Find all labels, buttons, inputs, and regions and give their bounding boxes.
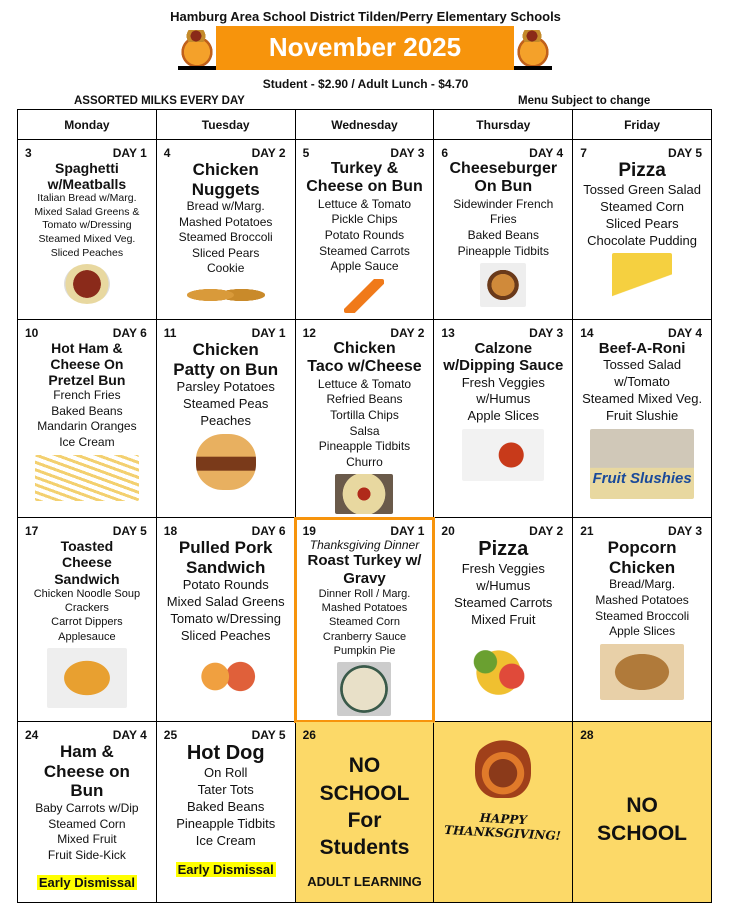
- day-cell: [295, 320, 434, 518]
- day-number: DAY 5: [251, 728, 286, 743]
- menu-title: Chicken: [192, 340, 259, 359]
- chicken-nuggets-image: [187, 281, 265, 309]
- cell-header: [301, 524, 429, 538]
- menu-item: Apple Sauce: [330, 259, 399, 274]
- milk-note: ASSORTED MILKS EVERY DAY: [74, 95, 245, 107]
- menu-title: On Bun: [474, 178, 533, 196]
- menu-item: Lettuce & Tomato: [317, 376, 412, 391]
- adult-learning-label: ADULT LEARNING: [307, 873, 422, 889]
- day-number: DAY 5: [112, 524, 147, 539]
- menu-item: w/Tomato: [614, 374, 670, 390]
- menu-item: On Roll: [204, 765, 248, 781]
- cell-header: [23, 524, 151, 538]
- menu-title: Spaghetti: [55, 160, 119, 176]
- menu-item: Steamed Broccoli: [595, 608, 690, 623]
- date-number: 11: [163, 326, 177, 340]
- carrot-image: [344, 279, 384, 313]
- week-row: [18, 320, 712, 518]
- menu-item: Peaches: [200, 412, 251, 428]
- menu-item: Baked Beans: [51, 403, 123, 418]
- no-school-line: NO: [626, 794, 658, 818]
- cell-header: [301, 728, 429, 742]
- weekday-header: Thursday: [434, 110, 573, 140]
- cell-header: [439, 524, 567, 538]
- menu-title: Cheeseburger: [449, 160, 558, 177]
- menu-title: Taco w/Cheese: [307, 358, 422, 376]
- menu-title: Turkey &: [330, 160, 399, 177]
- menu-item: Mashed Potatoes: [321, 602, 408, 615]
- day-cell: [573, 722, 712, 903]
- date-number: 7: [580, 146, 587, 160]
- menu-title: Beef-A-Roni: [598, 340, 686, 357]
- menu-title: Cheese: [61, 554, 112, 571]
- day-cell: [434, 518, 573, 722]
- day-number: DAY 1: [251, 326, 286, 340]
- menu-item: Tossed Salad: [603, 357, 682, 373]
- cell-header: [301, 146, 429, 160]
- early-dismissal-badge: Early Dismissal: [177, 861, 274, 877]
- grilled-cheese-image: [47, 648, 127, 708]
- day-number: DAY 3: [529, 326, 564, 340]
- weekday-header: Wednesday: [295, 110, 434, 140]
- menu-item: Mixed Fruit: [471, 612, 536, 628]
- day-number: DAY 3: [667, 524, 702, 539]
- spaghetti-image: [64, 264, 110, 304]
- day-cell: [18, 722, 157, 903]
- no-school-line: SCHOOL: [597, 821, 688, 845]
- menu-item: Churro: [346, 454, 383, 469]
- day-cell: [295, 518, 434, 722]
- day-number: DAY 5: [667, 146, 702, 160]
- date-number: 12: [302, 326, 316, 340]
- menu-item: Cookie: [207, 261, 245, 276]
- menu-item: Tater Tots: [197, 782, 254, 798]
- date-number: 3: [25, 146, 32, 160]
- menu-item: Baby Carrots w/Dip: [35, 800, 139, 815]
- menu-title: Sandwich: [186, 557, 266, 577]
- date-number: 21: [580, 524, 594, 539]
- menu-item: French Fries: [53, 388, 121, 403]
- menu-title: Sandwich: [54, 570, 120, 587]
- early-dismissal-badge: Early Dismissal: [38, 875, 135, 891]
- no-school-line: NO: [348, 754, 381, 778]
- date-number: 25: [163, 728, 178, 743]
- week-row: [18, 518, 712, 722]
- no-school-line: For: [347, 808, 382, 832]
- menu-item: Tomato w/Dressing: [42, 219, 132, 232]
- month-banner: [178, 26, 552, 70]
- menu-item: Pineapple Tidbits: [176, 816, 276, 832]
- day-number: DAY 1: [390, 524, 425, 539]
- menu-item: Lettuce & Tomato: [317, 196, 412, 211]
- menu-title: Popcorn: [607, 538, 677, 558]
- menu-item: Sidewinder French Fries: [453, 196, 554, 227]
- menu-item: Mandarin Oranges: [37, 419, 137, 434]
- date-number: 18: [163, 524, 178, 539]
- menu-title: Chicken: [609, 557, 676, 577]
- menu-item: Mixed Salad Greens &: [34, 205, 140, 218]
- date-number: 17: [25, 524, 39, 539]
- day-number: DAY 6: [251, 524, 286, 539]
- day-number: DAY 3: [390, 146, 425, 160]
- menu-item: Pineapple Tidbits: [318, 439, 411, 454]
- turkey-dinner-image: [337, 662, 391, 716]
- menu-item: Steamed Carrots: [319, 243, 410, 258]
- date-number: 6: [441, 146, 449, 160]
- menu-title: Toasted: [60, 538, 114, 555]
- fruit-slushies-image: [590, 429, 694, 499]
- cell-header: [23, 146, 151, 160]
- menu-item: Steamed Mixed Veg.: [38, 233, 136, 246]
- menu-item: Parsley Potatoes: [176, 379, 275, 395]
- date-number: 28: [580, 728, 594, 743]
- menu-item: w/Humus: [476, 578, 531, 594]
- menu-item: Italian Bread w/Marg.: [37, 192, 137, 205]
- no-school-notice: [578, 792, 706, 847]
- menu-item: Ice Cream: [59, 435, 115, 450]
- menu-item: Dinner Roll / Marg.: [318, 587, 411, 600]
- menu-title: Cheese On: [50, 356, 124, 373]
- apple-image: [462, 429, 544, 481]
- cell-header: [439, 146, 567, 160]
- menu-item: Pineapple Tidbits: [457, 243, 549, 258]
- day-number: DAY 2: [529, 524, 564, 539]
- thanksgiving-turkey-icon: [475, 736, 531, 798]
- menu-title: Cheese on Bun: [306, 178, 423, 196]
- no-school-line: Students: [319, 836, 410, 860]
- menu-item: Mashed Potatoes: [595, 593, 689, 608]
- menu-title: Patty on Bun: [173, 359, 279, 379]
- day-number: DAY 2: [251, 146, 286, 160]
- week-row: [18, 722, 712, 903]
- day-cell: [18, 320, 157, 518]
- menu-item: Refried Beans: [326, 392, 403, 407]
- week-row: [18, 140, 712, 320]
- menu-title: Nuggets: [191, 179, 260, 199]
- cell-header: [162, 524, 290, 538]
- cell-header: [162, 326, 290, 340]
- pumpkin-icon: [178, 26, 216, 66]
- day-number: DAY 4: [529, 146, 564, 160]
- day-number: DAY 6: [112, 326, 147, 340]
- cell-header: [162, 728, 290, 742]
- menu-item: Fruit Side-Kick: [47, 847, 126, 862]
- menu-title: w/Meatballs: [47, 176, 127, 193]
- menu-item: Fruit Slushie: [605, 407, 679, 423]
- day-number: DAY 1: [112, 146, 147, 160]
- menu-title: Pizza: [618, 160, 666, 181]
- menu-item: Carrot Dippers: [51, 616, 123, 629]
- popcorn-chicken-image: [600, 644, 684, 700]
- menu-title: Roast Turkey w/: [307, 552, 422, 570]
- day-number: DAY 4: [667, 326, 702, 340]
- menu-item: Baked Beans: [187, 799, 265, 815]
- menu-item: Chocolate Pudding: [587, 232, 698, 248]
- menu-item: Sliced Peaches: [50, 246, 124, 259]
- date-number: 10: [25, 326, 39, 340]
- no-school-line: SCHOOL: [319, 781, 410, 805]
- day-cell: [295, 140, 434, 320]
- subject-note: Menu Subject to change: [518, 95, 651, 107]
- date-number: 26: [302, 728, 316, 743]
- day-cell: [18, 518, 157, 722]
- weekday-header: Tuesday: [156, 110, 295, 140]
- cell-header: [23, 728, 151, 742]
- menu-item: Steamed Peas: [183, 395, 269, 411]
- pumpkin-icon: [514, 26, 552, 66]
- menu-item: Crackers: [64, 601, 109, 614]
- menu-item: Potato Rounds: [182, 577, 269, 593]
- menu-item: Baked Beans: [467, 227, 539, 242]
- date-number: 20: [441, 524, 455, 539]
- lunch-prices: Student - $2.90 / Adult Lunch - $4.70: [262, 77, 469, 91]
- weekday-header: Monday: [18, 110, 157, 140]
- day-number: DAY 4: [112, 728, 147, 743]
- cheeseburger-image: [480, 263, 526, 307]
- menu-item: Mixed Salad Greens: [166, 594, 285, 610]
- menu-item: Steamed Corn: [48, 816, 126, 831]
- happy-thanksgiving-text: HAPPY THANKSGIVING!: [444, 811, 562, 844]
- menu-item: Sliced Pears: [192, 245, 260, 260]
- date-number: 14: [580, 326, 594, 340]
- cell-header: [162, 146, 290, 160]
- peaches-image: [190, 649, 262, 699]
- menu-item: Sliced Pears: [605, 215, 679, 231]
- image-caption: Fruit Slushies: [592, 469, 692, 487]
- menu-item: Steamed Corn: [329, 616, 400, 629]
- day-cell: [156, 722, 295, 903]
- menu-item: Pickle Chips: [331, 212, 398, 227]
- day-cell: [573, 518, 712, 722]
- day-cell: [156, 518, 295, 722]
- pizza-slice-image: [612, 253, 672, 309]
- day-cell: [434, 140, 573, 320]
- day-number: DAY 2: [390, 326, 425, 340]
- menu-item: Cranberry Sauce: [322, 630, 407, 643]
- menu-item: Bread w/Marg.: [186, 199, 265, 214]
- no-school-notice: [301, 752, 429, 861]
- menu-item: Steamed Mixed Veg.: [582, 391, 703, 407]
- menu-item: Pumpkin Pie: [333, 645, 396, 658]
- menu-title: Pulled Pork: [178, 538, 273, 558]
- chips-salsa-image: [335, 474, 393, 514]
- menu-item: Apple Slices: [609, 624, 676, 639]
- menu-title: Cheese on: [43, 761, 130, 781]
- menu-title: Hot Ham &: [51, 340, 123, 356]
- menu-item: w/Humus: [476, 391, 531, 407]
- menu-subtitle: Thanksgiving Dinner: [309, 538, 420, 553]
- menu-item: Steamed Corn: [600, 198, 684, 214]
- menu-item: Chicken Noodle Soup: [33, 587, 141, 600]
- date-number: 13: [441, 326, 455, 340]
- menu-title: Hot Dog: [186, 742, 265, 765]
- day-cell: [434, 320, 573, 518]
- menu-item: Ice Cream: [195, 832, 256, 848]
- day-cell: [434, 722, 573, 903]
- fruit-salad-image: [459, 633, 547, 705]
- cell-header: [439, 326, 567, 340]
- menu-title: Pizza: [478, 538, 529, 561]
- day-cell: [156, 320, 295, 518]
- menu-title: Gravy: [343, 569, 386, 587]
- date-number: 19: [302, 524, 316, 539]
- day-cell: [573, 320, 712, 518]
- menu-item: Steamed Carrots: [454, 595, 553, 611]
- menu-title: Chicken: [333, 340, 396, 357]
- day-cell: [18, 140, 157, 320]
- menu-title: Calzone: [474, 340, 533, 357]
- menu-item: Mixed Fruit: [57, 832, 117, 847]
- cell-header: [578, 728, 706, 742]
- date-number: 24: [25, 728, 39, 743]
- district-title: Hamburg Area School District Tilden/Perry Elementary Schools: [170, 9, 561, 24]
- menu-item: Tossed Green Salad: [583, 181, 701, 197]
- menu-item: Sliced Peaches: [180, 628, 271, 644]
- date-number: 4: [163, 146, 171, 160]
- menu-item: Fresh Veggies: [461, 561, 545, 577]
- menu-title: Bun: [70, 781, 104, 801]
- chicken-sandwich-image: [196, 434, 256, 490]
- cell-header: [578, 524, 706, 538]
- menu-title: Ham &: [59, 742, 114, 762]
- day-cell: [573, 140, 712, 320]
- french-fries-image: [35, 455, 139, 501]
- menu-item: Tortilla Chips: [330, 407, 399, 422]
- menu-item: Apple Slices: [467, 408, 540, 424]
- menu-title: w/Dipping Sauce: [443, 357, 564, 375]
- weekday-header: Friday: [573, 110, 712, 140]
- day-cell: [156, 140, 295, 320]
- menu-calendar: [17, 109, 712, 903]
- menu-item: Potato Rounds: [324, 227, 405, 242]
- cell-header: [301, 326, 429, 340]
- menu-item: Bread/Marg.: [609, 577, 676, 592]
- menu-item: Applesauce: [58, 630, 116, 643]
- menu-item: Mashed Potatoes: [178, 214, 273, 229]
- menu-item: Fresh Veggies: [461, 374, 545, 390]
- cell-header: [23, 326, 151, 340]
- date-number: 5: [302, 146, 310, 160]
- menu-item: Steamed Broccoli: [178, 230, 273, 245]
- cell-header: [578, 146, 706, 160]
- menu-title: Chicken: [192, 160, 259, 179]
- menu-item: Salsa: [349, 423, 380, 438]
- cell-header: [578, 326, 706, 340]
- month-title: November 2025: [216, 26, 514, 70]
- menu-title: Pretzel Bun: [48, 372, 126, 389]
- day-cell: [295, 722, 434, 903]
- menu-item: Tomato w/Dressing: [170, 611, 281, 627]
